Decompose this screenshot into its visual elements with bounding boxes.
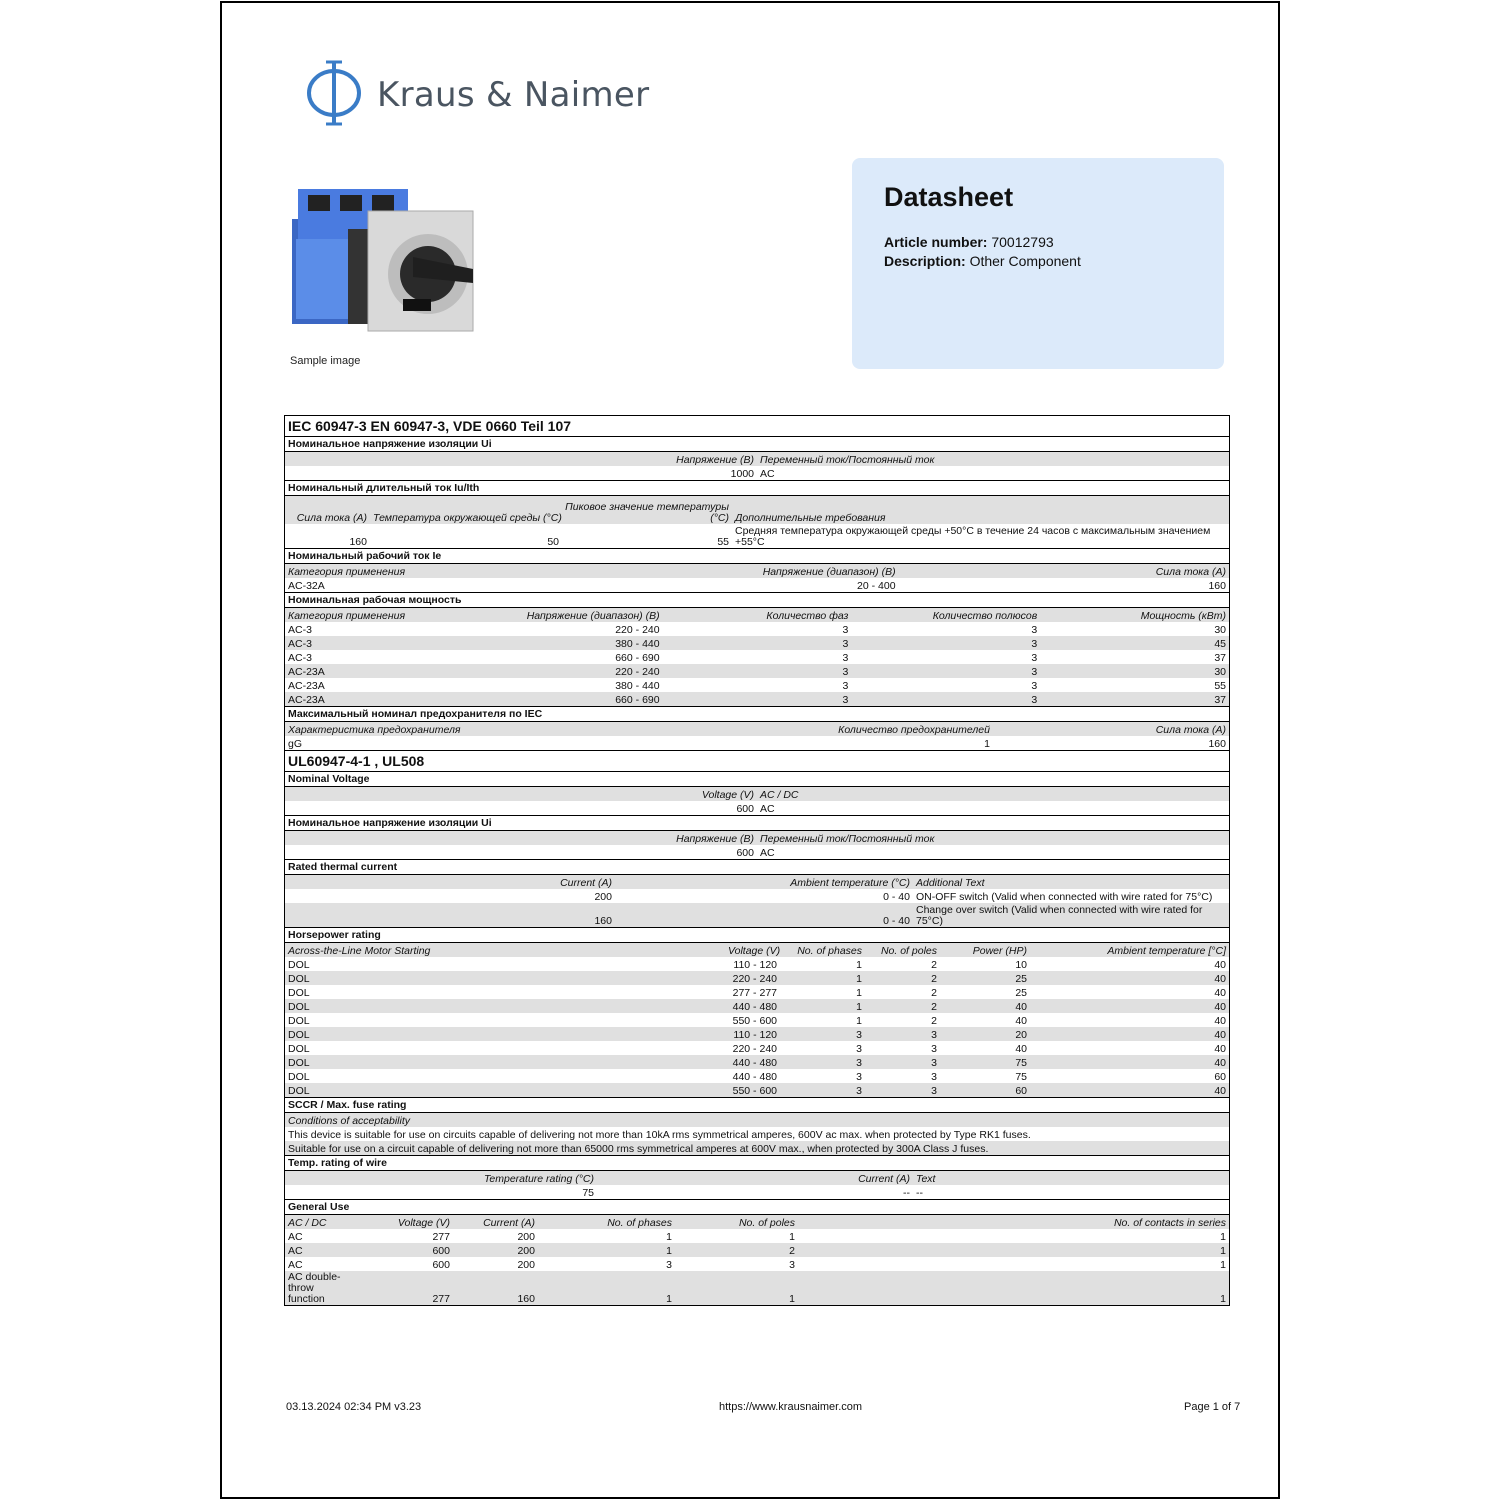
table-cell: 1 [984, 738, 990, 750]
section-title: Номинальный длительный ток Iu/Ith [285, 480, 1229, 496]
table-row [285, 650, 1229, 664]
table-row [285, 985, 1229, 999]
table-cell: 3 [865, 1083, 940, 1097]
header-row [285, 787, 1229, 801]
table-cell: AC [288, 1231, 303, 1243]
section-title: Rated thermal current [285, 859, 1229, 875]
table-cell: 3 [1031, 624, 1038, 636]
table-row [285, 889, 1229, 903]
table-cell: 40 [1030, 1055, 1229, 1069]
table-cell: DOL [285, 1083, 725, 1097]
table-cell: 75 [582, 1187, 594, 1199]
table-cell: 600 [432, 1259, 450, 1271]
table-cell: 220 - 240 [474, 664, 663, 678]
table-cell: 25 [940, 971, 1030, 985]
ul-general-use-table [285, 1215, 1229, 1305]
table-cell: 1 [675, 1271, 798, 1305]
table-cell: 3 [931, 1071, 937, 1083]
column-header: Сила тока (A) [993, 722, 1229, 736]
table-cell: 30 [1040, 664, 1229, 678]
spec-tables [284, 415, 1230, 1306]
header-row [285, 1113, 1229, 1127]
column-header: Напряжение (диапазон) (В) [474, 608, 663, 622]
table-cell: AC [760, 847, 775, 859]
table-cell: 30 [1214, 624, 1226, 636]
table-cell: 1000 [730, 468, 754, 480]
table-cell: 3 [856, 1043, 862, 1055]
column-header: Дополнительные требования [732, 496, 1229, 524]
column-header: Пиковое значение температуры (°C) [562, 496, 732, 524]
table-cell: 220 - 240 [725, 971, 780, 985]
table-cell: Change over switch (Valid when connected with wire rated for 75°C) [913, 903, 1229, 927]
column-header: Voltage (V) [285, 787, 757, 801]
table-cell: 3 [780, 1055, 865, 1069]
column-header: Характеристика предохранителя [285, 722, 615, 736]
table-cell: 40 [1015, 1043, 1027, 1055]
table-cell: 277 [355, 1271, 453, 1305]
table-cell: 37 [1214, 652, 1226, 664]
header-row [285, 943, 1229, 957]
table-cell: 380 - 440 [615, 680, 660, 692]
table-cell: AC-23A [285, 664, 474, 678]
table-cell: 3 [780, 1027, 865, 1041]
table-cell: AC [760, 803, 775, 815]
table-cell: 3 [663, 692, 852, 706]
table-row [285, 1229, 1229, 1243]
sample-image-caption: Sample image [290, 355, 361, 367]
table-row [285, 636, 1229, 650]
table-cell: 160 [285, 903, 615, 927]
table-cell: This device is suitable for use on circuits capable of delivering not more than 10kA rms symmetrical amperes, 600V ac max. when protected by Type RK1 fuses. [288, 1129, 1031, 1141]
table-cell: 277 [432, 1231, 450, 1243]
table-cell: AC-23A [288, 680, 325, 692]
table-row [285, 845, 1229, 859]
column-header: Категория применения [285, 564, 568, 578]
table-cell: 160 [349, 536, 367, 548]
section-title: Horsepower rating [285, 927, 1229, 943]
table-cell: 440 - 480 [725, 1055, 780, 1069]
table-cell: AC-3 [285, 636, 474, 650]
section-title: Максимальный номинал предохранителя по IEC [285, 706, 1229, 722]
table-cell: 3 [842, 652, 849, 664]
kraus-naimer-logo-icon [304, 59, 364, 127]
table-cell: AC-32A [288, 580, 325, 592]
table-cell: 200 [517, 1259, 535, 1271]
table-cell: DOL [285, 1055, 725, 1069]
table-cell: 3 [842, 680, 849, 692]
table-cell: 277 - 277 [732, 987, 777, 999]
table-row [285, 957, 1229, 971]
table-cell: 3 [1031, 652, 1038, 664]
column-header: Conditions of acceptability [285, 1113, 1229, 1127]
table-row [285, 622, 1229, 636]
table-row [285, 1083, 1229, 1097]
table-cell: 40 [1214, 1015, 1226, 1027]
section-title: Nominal Voltage [285, 772, 1229, 787]
table-cell: 1 [798, 1271, 1229, 1305]
table-cell: 55 [717, 536, 729, 548]
table-cell: 60 [940, 1083, 1030, 1097]
ul-horsepower-table [285, 943, 1229, 1097]
table-cell: 20 - 400 [857, 580, 896, 592]
table-cell: AC [760, 468, 775, 480]
table-row [285, 999, 1229, 1013]
table-cell: 40 [940, 999, 1030, 1013]
table-cell: 3 [851, 692, 1040, 706]
table-cell: 1 [538, 1271, 675, 1305]
table-row [285, 1127, 1229, 1141]
column-header: Напряжение (диапазон) (В) [568, 564, 898, 578]
table-cell: DOL [288, 1015, 310, 1027]
table-cell: 1 [856, 1015, 862, 1027]
column-header: Напряжение (В) [285, 452, 757, 466]
table-cell: 40 [1214, 959, 1226, 971]
table-cell: 40 [1030, 971, 1229, 985]
column-header: Температура окружающей среды (°C) [370, 496, 562, 524]
table-cell: 40 [1015, 1015, 1027, 1027]
column-header: Мощность (кВт) [1040, 608, 1229, 622]
column-header: Current (A) [285, 875, 615, 889]
table-cell: AC double-throw function [285, 1271, 355, 1305]
footer-page-number: Page 1 of 7 [1184, 1401, 1241, 1413]
table-cell: 1 [856, 987, 862, 999]
table-cell: 3 [663, 664, 852, 678]
table-cell: 2 [931, 959, 937, 971]
header-row [285, 564, 1229, 578]
column-header: Across-the-Line Motor Starting [285, 943, 725, 957]
ul-thermal-table [285, 875, 1229, 927]
table-cell: 55 [1214, 680, 1226, 692]
table-cell: 75 [940, 1055, 1030, 1069]
table-cell: 20 [940, 1027, 1030, 1041]
column-header: Категория применения [285, 608, 474, 622]
column-header: Temperature rating (°C) [285, 1171, 597, 1185]
table-cell: 10 [1015, 959, 1027, 971]
table-cell: 50 [547, 536, 559, 548]
table-cell: DOL [285, 999, 725, 1013]
table-cell: 40 [1214, 987, 1226, 999]
table-cell: 3 [931, 1043, 937, 1055]
table-cell: 3 [865, 1027, 940, 1041]
table-cell: 1 [1220, 1259, 1226, 1271]
header-row [285, 452, 1229, 466]
table-cell: 2 [865, 999, 940, 1013]
table-cell: ON-OFF switch (Valid when connected with wire rated for 75°C) [916, 891, 1213, 903]
column-header: No. of phases [538, 1215, 675, 1229]
table-cell: 1 [780, 999, 865, 1013]
column-header: Text [913, 1171, 1229, 1185]
header-row [285, 1171, 1229, 1185]
table-cell: 3 [666, 1259, 672, 1271]
table-cell: 0 - 40 [615, 903, 913, 927]
table-cell: AC [285, 1243, 355, 1257]
table-cell: 600 [736, 847, 754, 859]
section-title: Номинальное напряжение изоляции Ui [285, 437, 1229, 452]
table-cell: 3 [789, 1259, 795, 1271]
column-header: No. of poles [865, 943, 940, 957]
table-row [285, 1069, 1229, 1083]
table-row [285, 1141, 1229, 1155]
table-cell: 1 [538, 1243, 675, 1257]
table-row [285, 1185, 1229, 1199]
datasheet-title: Datasheet [884, 182, 1014, 212]
table-cell: 220 - 240 [615, 624, 660, 636]
table-cell: -- [903, 1187, 910, 1199]
table-row [285, 692, 1229, 706]
footer-url-link[interactable]: https://www.krausnaimer.com [719, 1401, 863, 1413]
table-cell: AC-3 [288, 624, 312, 636]
table-cell: DOL [288, 987, 310, 999]
table-cell: Suitable for use on a circuit capable of delivering not more than 65000 rms symmetrical amperes at 600V max., when protected by 300A Class J fuses. [285, 1141, 1229, 1155]
table-cell: DOL [285, 1027, 725, 1041]
table-cell: 1 [856, 959, 862, 971]
table-cell: 3 [851, 636, 1040, 650]
table-cell: 75 [1015, 1071, 1027, 1083]
iec-continuous-table [285, 496, 1229, 548]
column-header: Количество предохранителей [615, 722, 993, 736]
table-cell: 2 [931, 1015, 937, 1027]
header-row [285, 608, 1229, 622]
table-cell: 110 - 120 [733, 959, 777, 971]
table-cell: 200 [594, 891, 612, 903]
table-row [285, 801, 1229, 815]
table-cell: DOL [285, 971, 725, 985]
ul-wire-table [285, 1171, 1229, 1199]
product-switch-image [288, 179, 478, 339]
table-cell: 550 - 600 [725, 1083, 780, 1097]
iec-operating-current-table [285, 564, 1229, 592]
ul-nominal-voltage-table [285, 787, 1229, 815]
column-header: AC / DC [285, 1215, 355, 1229]
column-header: Количество полюсов [851, 608, 1040, 622]
table-row [285, 1055, 1229, 1069]
table-cell: 3 [1031, 680, 1038, 692]
table-row [285, 1243, 1229, 1257]
section-title: Номинальный рабочий ток Ie [285, 548, 1229, 564]
iec-operating-power-table [285, 608, 1229, 706]
column-header: Current (A) [453, 1215, 538, 1229]
table-cell: 40 [1030, 1027, 1229, 1041]
table-row [285, 1013, 1229, 1027]
column-header: Voltage (V) [725, 943, 780, 957]
table-cell: 660 - 690 [474, 692, 663, 706]
table-row [285, 1027, 1229, 1041]
header-row [285, 875, 1229, 889]
table-row [285, 678, 1229, 692]
column-header: Additional Text [913, 875, 1229, 889]
table-cell: 2 [675, 1243, 798, 1257]
table-cell: 660 - 690 [615, 652, 660, 664]
table-cell: 1 [666, 1231, 672, 1243]
iec-insulation-table [285, 452, 1229, 480]
column-header: Переменный ток/Постоянный ток [757, 452, 1229, 466]
table-cell: 40 [1214, 1043, 1226, 1055]
header-row [285, 722, 1229, 736]
column-header: Ambient temperature (°C) [615, 875, 913, 889]
table-cell: 1 [798, 1243, 1229, 1257]
table-cell: 3 [663, 636, 852, 650]
table-cell: 220 - 240 [732, 1043, 777, 1055]
column-header: AC / DC [757, 787, 1229, 801]
section-title: General Use [285, 1199, 1229, 1215]
column-header: Переменный ток/Постоянный ток [757, 831, 1229, 845]
table-row [285, 971, 1229, 985]
table-cell: 380 - 440 [474, 636, 663, 650]
table-cell: 37 [1040, 692, 1229, 706]
table-row [285, 1257, 1229, 1271]
section-title: Temp. rating of wire [285, 1155, 1229, 1171]
description: Description: Other Component [884, 253, 1081, 269]
table-cell: 1 [780, 971, 865, 985]
header-row [285, 1215, 1229, 1229]
table-cell: 600 [736, 803, 754, 815]
column-header: Количество фаз [663, 608, 852, 622]
table-cell: 3 [865, 1055, 940, 1069]
footer-date: 03.13.2024 02:34 PM v3.23 [286, 1401, 422, 1413]
ul-standard-title: UL60947-4-1 , UL508 [285, 750, 1229, 772]
table-cell: 3 [780, 1083, 865, 1097]
column-header: Voltage (V) [355, 1215, 453, 1229]
table-cell: AC-3 [288, 652, 312, 664]
datasheet-info-box [852, 158, 1224, 369]
table-cell: DOL [288, 1071, 310, 1083]
table-cell: Средняя температура окружающей среды +50°C в течение 24 часов с максимальным значением +55°C [735, 525, 1211, 548]
header-row [285, 831, 1229, 845]
table-cell: 160 [453, 1271, 538, 1305]
table-cell: 550 - 600 [732, 1015, 777, 1027]
table-cell: 440 - 480 [725, 999, 780, 1013]
table-cell: 160 [1208, 738, 1226, 750]
table-cell: 110 - 120 [725, 1027, 780, 1041]
table-cell: 3 [842, 624, 849, 636]
datasheet-page [220, 1, 1280, 1499]
table-cell: -- [916, 1187, 923, 1199]
table-cell: DOL [288, 959, 310, 971]
table-cell: DOL [288, 1043, 310, 1055]
table-cell: 40 [1030, 1083, 1229, 1097]
table-cell: 1 [789, 1231, 795, 1243]
table-cell: 45 [1040, 636, 1229, 650]
column-header: No. of contacts in series [798, 1215, 1229, 1229]
brand-name: Kraus & Naimer [377, 75, 650, 115]
table-row [285, 1271, 1229, 1305]
table-row [285, 903, 1229, 927]
table-row [285, 524, 1229, 548]
table-row [285, 1041, 1229, 1055]
section-title: SCCR / Max. fuse rating [285, 1097, 1229, 1113]
table-cell: 3 [856, 1071, 862, 1083]
section-title: Номинальное напряжение изоляции Ui [285, 815, 1229, 831]
table-row [285, 736, 1229, 750]
iec-fuse-table [285, 722, 1229, 750]
column-header: Сила тока (A) [899, 564, 1229, 578]
table-cell: 160 [1208, 580, 1226, 592]
iec-standard-title: IEC 60947-3 EN 60947-3, VDE 0660 Teil 107 [285, 416, 1229, 437]
table-cell: 25 [1015, 987, 1027, 999]
table-cell: gG [288, 738, 303, 750]
table-cell: 1 [1220, 1231, 1226, 1243]
table-cell: 200 [453, 1243, 538, 1257]
table-cell: 600 [355, 1243, 453, 1257]
ul-insulation-table [285, 831, 1229, 859]
column-header: Сила тока (A) [285, 496, 370, 524]
article-number: Article number: 70012793 [884, 234, 1054, 250]
section-title: Номинальная рабочая мощность [285, 592, 1229, 608]
column-header: Ambient temperature [°C] [1030, 943, 1229, 957]
table-row [285, 466, 1229, 480]
ul-sccr-table [285, 1113, 1229, 1155]
table-cell: 2 [865, 971, 940, 985]
column-header: No. of poles [675, 1215, 798, 1229]
table-cell: 200 [517, 1231, 535, 1243]
column-header: No. of phases [780, 943, 865, 957]
table-cell: AC [288, 1259, 303, 1271]
table-cell: 0 - 40 [883, 891, 910, 903]
table-cell: 40 [1030, 999, 1229, 1013]
table-cell: 60 [1214, 1071, 1226, 1083]
table-cell: 3 [851, 664, 1040, 678]
table-cell: 440 - 480 [732, 1071, 777, 1083]
column-header: Power (HP) [940, 943, 1030, 957]
column-header: Current (A) [597, 1171, 913, 1185]
column-header: Напряжение (В) [285, 831, 757, 845]
table-row [285, 578, 1229, 592]
header-row [285, 496, 1229, 524]
table-cell: AC-23A [285, 692, 474, 706]
table-row [285, 664, 1229, 678]
table-cell: 2 [931, 987, 937, 999]
